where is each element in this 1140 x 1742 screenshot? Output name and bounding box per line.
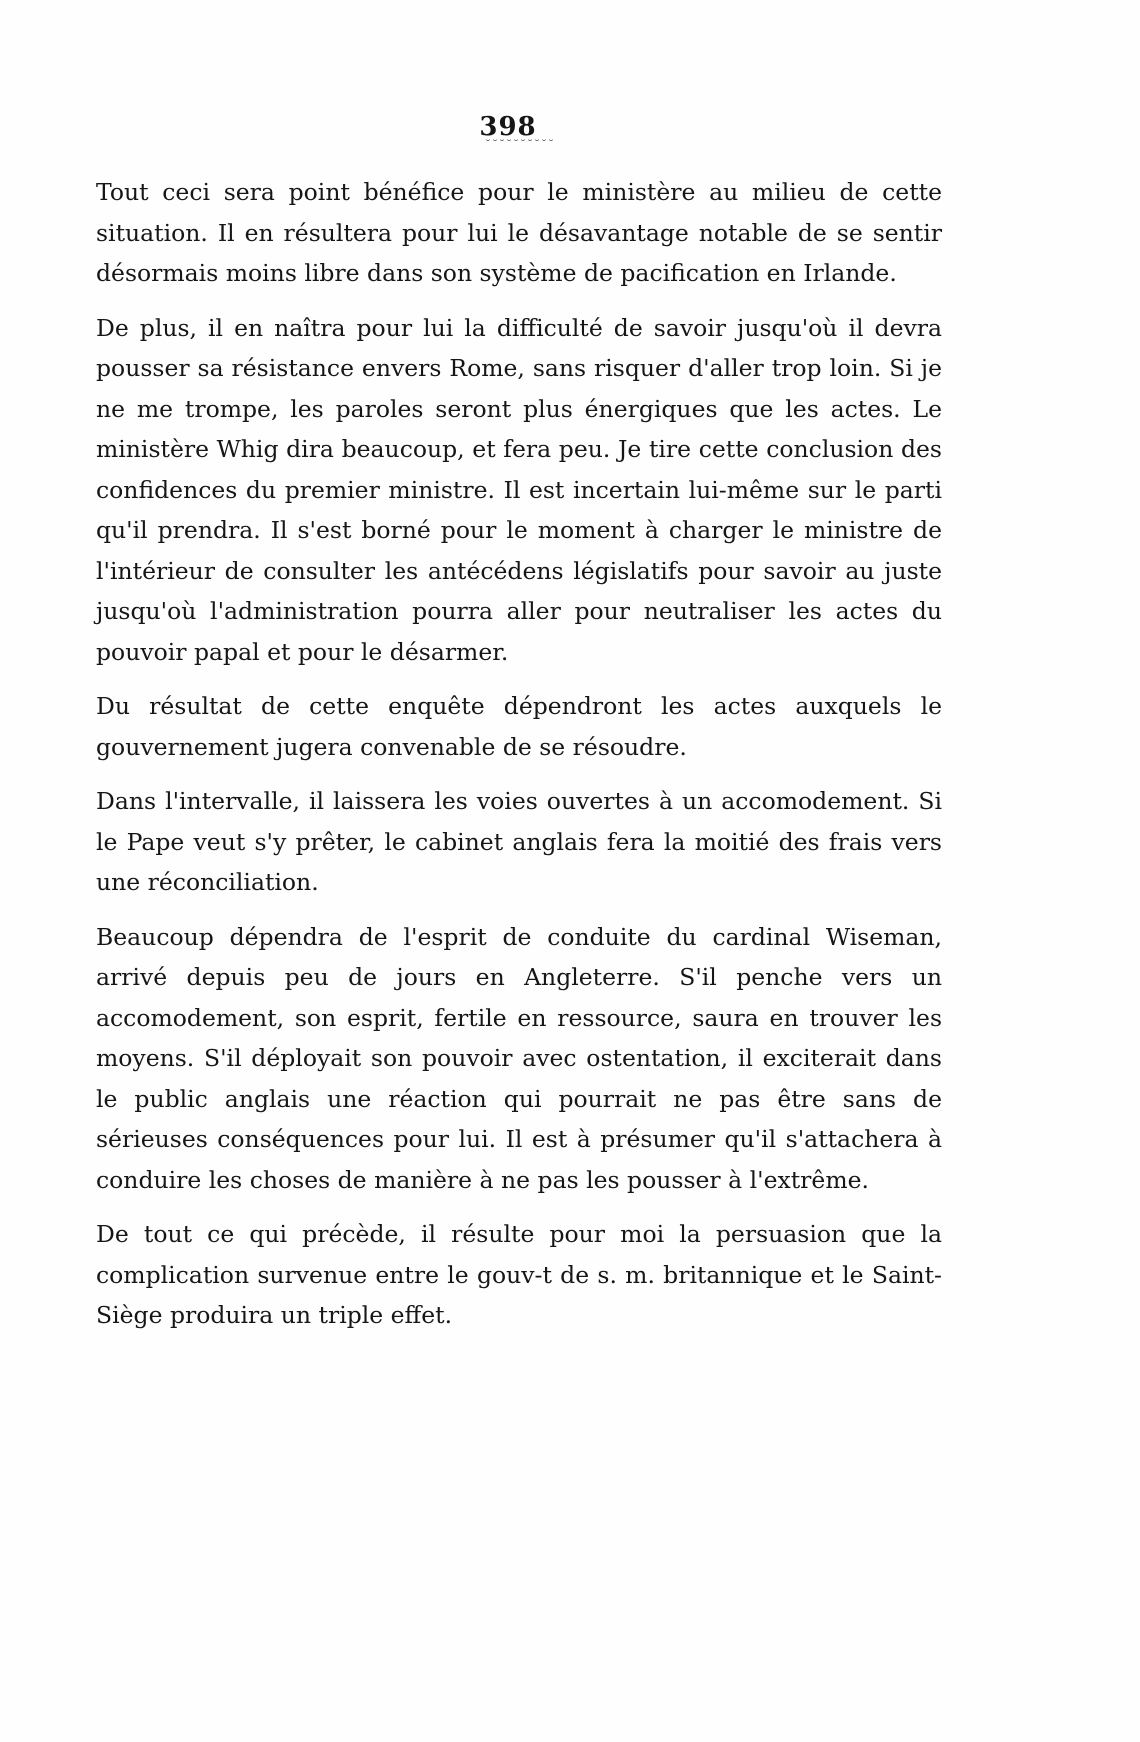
paragraph-3: Du résultat de cette enquête dépendront les actes auxquels le gouvernement jugera convenable de se résoudre. bbox=[96, 692, 942, 761]
paragraph-1: Tout ceci sera point bénéfice pour le ministère au milieu de cette situation. Il en résultera pour lui le désavantage notable de se sentir désormais moins libre dans son système de pacification en Irlande. bbox=[96, 178, 942, 287]
paragraph-4: Dans l'intervalle, il laissera les voies ouvertes à un accomodement. Si le Pape veut s'y prêter, le cabinet anglais fera la moitié des frais vers une réconciliation. bbox=[96, 787, 942, 896]
body-text bbox=[96, 172, 942, 1350]
paragraph-2: De plus, il en naîtra pour lui la difficulté de savoir jusqu'où il devra pousser sa résistance envers Rome, sans risquer d'aller trop loin. Si je ne me trompe, les paroles seront plus énergiques que les actes. Le ministère Whig dira beaucoup, et fera peu. Je tire cette conclusion des confidences du premier ministre. Il est incertain lui-même sur le parti qu'il prendra. Il s'est borné pour le moment à charger le ministre de l'intérieur de consulter les antécédens législatifs pour savoir au juste jusqu'où l'administration pourra aller pour neutraliser les actes du pouvoir papal et pour le désarmer. bbox=[96, 313, 942, 666]
page-number: 398 bbox=[479, 112, 537, 142]
paragraph-6: De tout ce qui précède, il résulte pour moi la persuasion que la complication survenue entre le gouv-t de s. m. britannique et le Saint-Siège produira un triple effet. bbox=[96, 1220, 942, 1329]
header-ornament: ˘˘˘˘˘˘˘˘˘˘ bbox=[485, 138, 555, 152]
paragraph-5: Beaucoup dépendra de l'esprit de conduite du cardinal Wiseman, arrivé depuis peu de jours en Angleterre. S'il penche vers un accomodement, son esprit, fertile en ressource, saura en trouver les moyens. S'il déployait son pouvoir avec ostentation, il exciterait dans le public anglais une réaction qui pourrait ne pas être sans de sérieuses conséquences pour lui. Il est à présumer qu'il s'attachera à conduire les choses de manière à ne pas les pousser à l'extrême. bbox=[96, 922, 942, 1194]
